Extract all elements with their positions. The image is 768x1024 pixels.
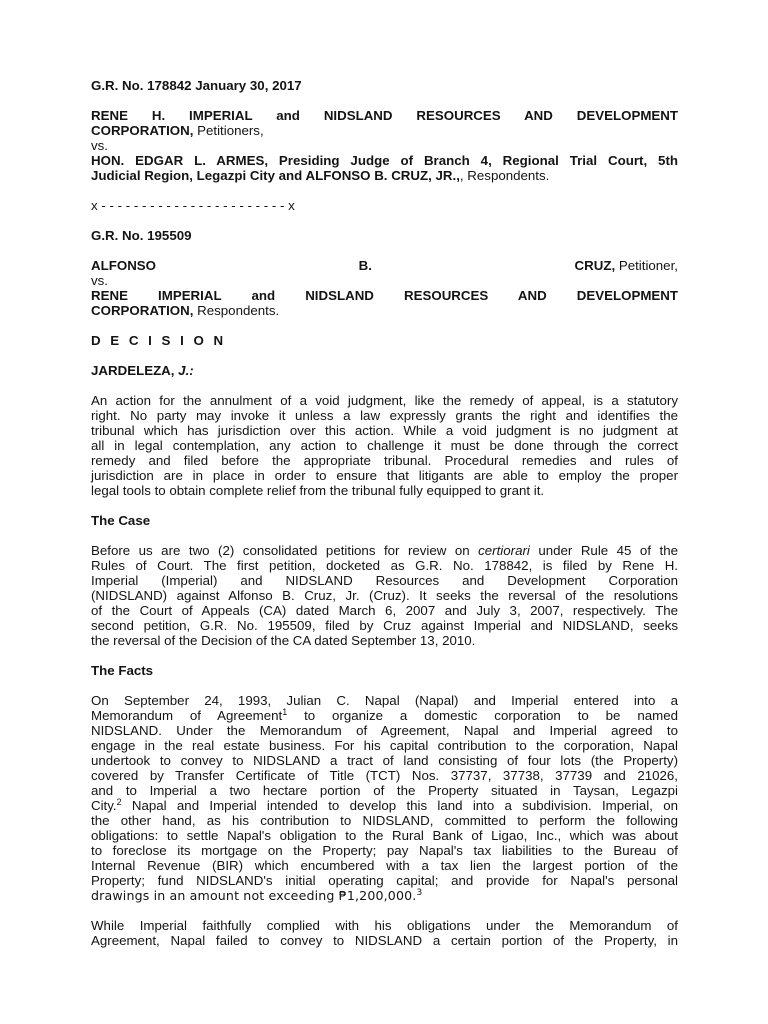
case-paragraph — [91, 543, 678, 648]
respondents-line-case2-2: CORPORATION, Respondents. — [91, 303, 280, 318]
paragraph-line: (NIDSLAND) against Alfonso B. Cruz, Jr. (Cruz). It seeks the reversal of the resolutions — [91, 588, 678, 603]
paragraph-line: jurisdiction are in place in order to ensure that litigants are able to employ the proper — [91, 468, 678, 483]
paragraph-line: legal tools to obtain complete relief from the tribunal fully equipped to grant it. — [91, 483, 545, 498]
paragraph-line: NIDSLAND. Under the Memorandum of Agreement, Napal and Imperial agreed to — [91, 723, 678, 738]
versus-label: vs. — [91, 138, 108, 153]
paragraph-line: second petition, G.R. No. 195509, filed by Cruz against Imperial and NIDSLAND, seeks — [91, 618, 678, 633]
intro-paragraph — [91, 393, 678, 498]
petitioners-line-2: CORPORATION, Petitioners, — [91, 123, 264, 138]
footnote-ref-1[interactable]: 1 — [282, 707, 288, 717]
respondents-line-case2: RENE IMPERIAL and NIDSLAND RESOURCES AND DEVELOPMENT — [91, 288, 678, 303]
next-paragraph — [91, 918, 678, 948]
paragraph-line: Before us are two (2) consolidated petitions for review on certiorari under Rule 45 of the — [91, 543, 678, 558]
paragraph-line: of the Court of Appeals (CA) dated March 6, 2007 and July 3, 2007, respectively. The — [91, 603, 678, 618]
paragraph-line: covered by Transfer Certificate of Title (TCT) Nos. 37737, 37738, 37739 and 21026, — [91, 768, 678, 783]
petitioners-line: RENE H. IMPERIAL and NIDSLAND RESOURCES AND DEVELOPMENT — [91, 108, 678, 123]
paragraph-line: Imperial (Imperial) and NIDSLAND Resources and Development Corporation — [91, 573, 678, 588]
paragraph-line: and to Imperial a two hectare portion of the Property situated in Taysan, Legazpi — [91, 783, 678, 798]
footnote-ref-2[interactable]: 2 — [116, 797, 122, 807]
footnote-ref-3[interactable]: 3 — [416, 888, 423, 898]
paragraph-line: Property; fund NIDSLAND's initial operating capital; and provide for Napal's personal — [91, 873, 678, 888]
petitioner-word-2: B. — [358, 258, 372, 273]
separator-line: x - - - - - - - - - - - - - - - - - - - - - - - x — [91, 198, 295, 213]
paragraph-line: Agreement, Napal failed to convey to NIDSLAND a certain portion of the Property, in — [91, 933, 678, 948]
decision-text — [91, 78, 678, 948]
decision-heading: D E C I S I O N — [91, 333, 227, 348]
paragraph-line: While Imperial faithfully complied with his obligations under the Memorandum of — [91, 918, 678, 933]
ponente: JARDELEZA, J.: — [91, 363, 194, 378]
petitioner-word-1: ALFONSO — [91, 258, 157, 273]
paragraph-line: On September 24, 1993, Julian C. Napal (Napal) and Imperial entered into a — [91, 693, 678, 708]
section-heading-facts: The Facts — [91, 663, 154, 678]
paragraph-line: Internal Revenue (BIR) which encumbered with a tax lien the largest portion of the — [91, 858, 678, 873]
petitioner-line-2 — [91, 258, 678, 273]
paragraph-line: all in legal contemplation, any action to challenge it must be done through the correct — [91, 438, 678, 453]
paragraph-line: the reversal of the Decision of the CA dated September 13, 2010. — [91, 633, 476, 648]
paragraph-line: engage in the real estate business. For his capital contribution to the corporation, Napal — [91, 738, 678, 753]
paragraph-line: undertook to convey to NIDSLAND a tract of land consisting of four lots (the Property) — [91, 753, 678, 768]
respondents-line: HON. EDGAR L. ARMES, Presiding Judge of Branch 4, Regional Trial Court, 5th — [91, 153, 678, 168]
section-heading-case: The Case — [91, 513, 151, 528]
case-number-date: G.R. No. 178842 January 30, 2017 — [91, 78, 302, 93]
respondents-line-2: Judicial Region, Legazpi City and ALFONSO B. CRUZ, JR.,, Respondents. — [91, 168, 550, 183]
paragraph-line: to foreclose its mortgage on the Property; pay Napal's tax liabilities to the Bureau of — [91, 843, 678, 858]
paragraph-line: drawings in an amount not exceeding ₱1,200,000.$^3$ — [91, 888, 423, 903]
paragraph-line: right. No party may invoke it unless a law expressly grants the right and identifies the — [91, 408, 678, 423]
case-number-2: G.R. No. 195509 — [91, 228, 192, 243]
paragraph-line: An action for the annulment of a void judgment, like the remedy of appeal, is a statutory — [91, 393, 678, 408]
paragraph-line: City.$^2$ Napal and Imperial intended to develop this land into a subdivision. Imperial, on — [91, 797, 678, 813]
versus-label-2: vs. — [91, 273, 108, 288]
facts-paragraph — [91, 693, 678, 903]
petitioner-word-3: CRUZ, Petitioner, — [574, 258, 678, 273]
paragraph-line: Memorandum of Agreement$^1$ to organize a domestic corporation to be named — [91, 707, 678, 723]
paragraph-line: obligations: to settle Napal's obligation to the Rural Bank of Ligao, Inc., which was about — [91, 828, 678, 843]
paragraph-line: Rules of Court. The first petition, docketed as G.R. No. 178842, is filed by Rene H. — [91, 558, 678, 573]
paragraph-line: the other hand, as his contribution to NIDSLAND, committed to perform the following — [91, 813, 678, 828]
paragraph-line: remedy and filed before the appropriate tribunal. Procedural remedies and rules of — [91, 453, 678, 468]
paragraph-line: tribunal which has jurisdiction over this action. While a void judgment is no judgment at — [91, 423, 678, 438]
